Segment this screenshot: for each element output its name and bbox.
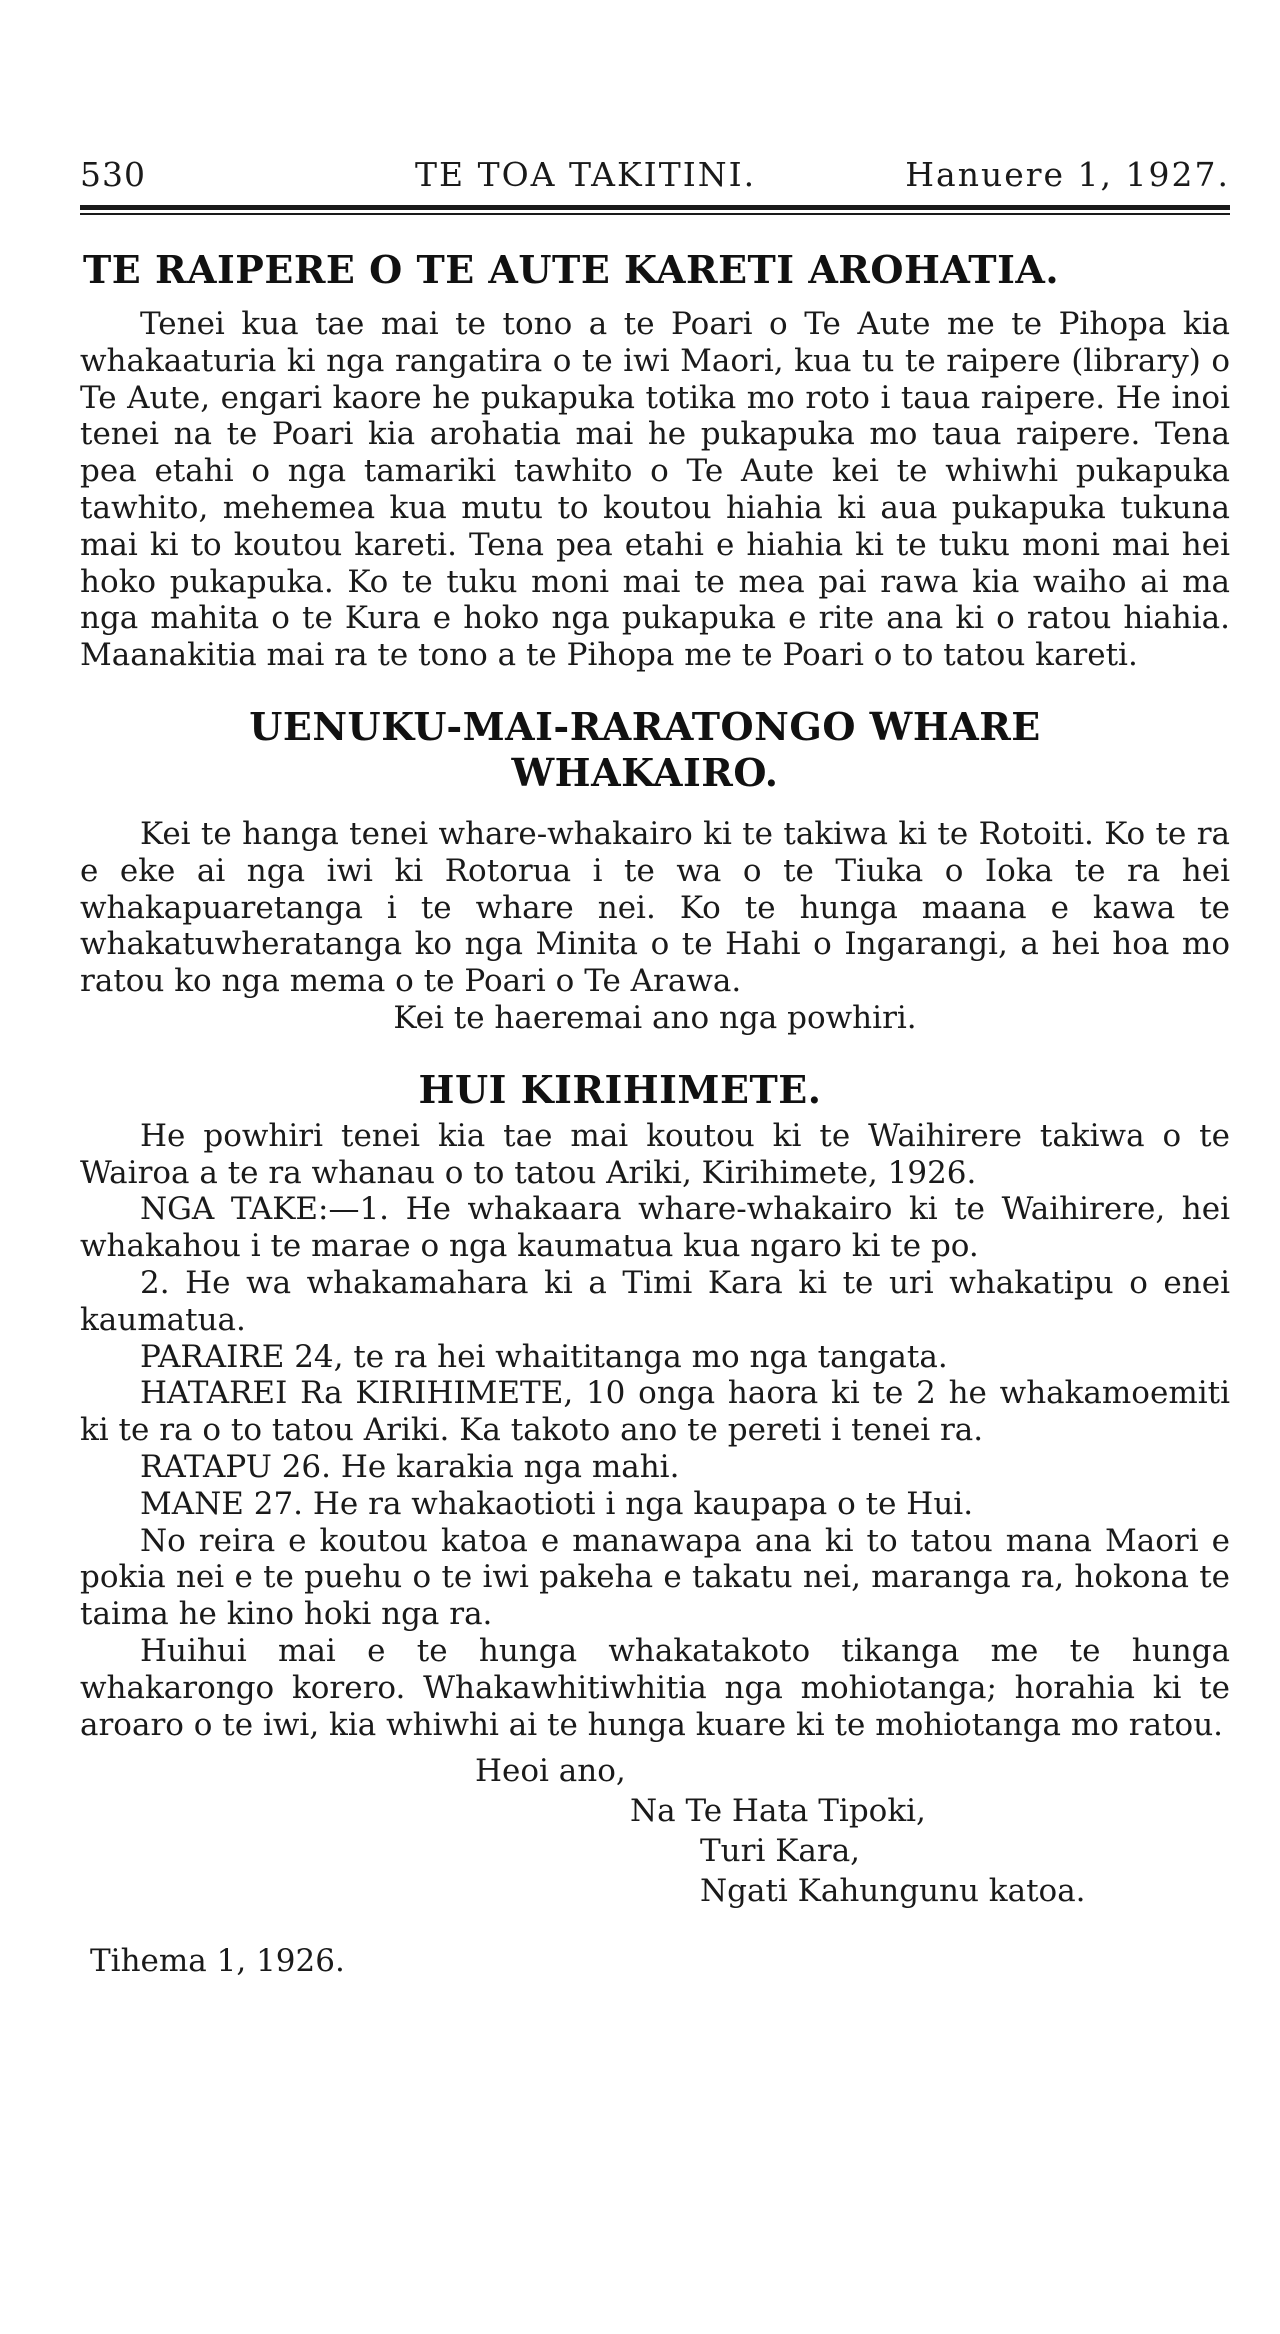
article3-paragraph: He powhiri tenei kia tae mai koutou ki te Waihirere takiwa o te Wairoa a te ra whanau o to tatou Ariki, Kirihimete, 1926. xyxy=(80,1117,1230,1191)
issue-date: Hanuere 1, 1927. xyxy=(905,155,1230,194)
article3-paragraph: PARAIRE 24, te ra hei whaititanga mo nga tangata. xyxy=(140,1338,948,1375)
signature-line2: Turi Kara, xyxy=(700,1833,861,1870)
article3-title: HUI KIRIHIMETE. xyxy=(418,1066,822,1112)
article2-closing: Kei te haeremai ano nga powhiri. xyxy=(393,999,917,1036)
publication-title: TE TOA TAKITINI. xyxy=(415,155,757,194)
newspaper-page xyxy=(80,155,1230,1979)
signature-line3: Ngati Kahungunu katoa. xyxy=(700,1873,1086,1910)
header-rule-thick xyxy=(80,205,1230,210)
article3-paragraph: HATAREI Ra KIRIHIMETE, 10 onga haora ki te 2 he whakamoemiti ki te ra o to tatou Ariki. Ka takoto ano te pereti i tenei ra. xyxy=(80,1375,1230,1449)
signature-line1: Na Te Hata Tipoki, xyxy=(630,1793,926,1830)
article3-paragraph: NGA TAKE:—1. He whakaara whare-whakairo ki te Waihirere, hei whakahou i te marae o nga kaumatua kua ngaro ki te po. xyxy=(80,1191,1230,1265)
signature-closing: Heoi ano, xyxy=(475,1753,626,1790)
article1-body: Tenei kua tae mai te tono a te Poari o Te Aute me te Pihopa kia whakaaturia ki nga rangatira o te iwi Maori, kua tu te raipere (library) o Te Aute, engari kaore he pukapuka totika mo roto i taua raipere. He inoi tenei na te Poari kia arohatia mai he pukapuka mo taua raipere. Tena pea etahi o nga tamariki tawhito o Te Aute kei te whiwhi pukapuka tawhito, mehemea kua mutu to koutou hiahia ki aua pukapuka tukuna mai ki to koutou kareti. Tena pea etahi e hiahia ki te tuku moni mai hei hoko pukapuka. Ko te tuku moni mai te mea pai rawa kia waiho ai ma nga mahita o te Kura e hoko nga pukapuka e rite ana ki o ratou hiahia. Maanakitia mai ra te tono a te Pihopa me te Poari o to tatou kareti. xyxy=(80,306,1230,674)
article2-body: Kei te hanga tenei whare-whakairo ki te takiwa ki te Rotoiti. Ko te ra e eke ai nga iwi ki Rotorua i te wa o te Tiuka o Ioka te ra hei whakapuaretanga i te whare nei. Ko te hunga maana e kawa te whakatuwheratanga ko nga Minita o te Hahi o Ingarangi, a hei hoa mo ratou ko nga mema o te Poari o Te Arawa. xyxy=(80,815,1230,1000)
article3-paragraph: RATAPU 26. He karakia nga mahi. xyxy=(140,1448,680,1485)
article3-paragraph: MANE 27. He ra whakaotioti i nga kaupapa o te Hui. xyxy=(140,1485,974,1522)
article2-title: UENUKU-MAI-RARATONGO WHARE WHAKAIRO. xyxy=(249,703,1041,795)
article3-paragraph: No reira e koutou katoa e manawapa ana ki to tatou mana Maori e pokia nei e te puehu o te iwi pakeha e takatu nei, maranga ra, hokona te taima he kino hoki nga ra. xyxy=(80,1522,1230,1633)
article3-paragraph: Huihui mai e te hunga whakatakoto tikanga me te hunga whakarongo korero. Whakawhitiwhitia nga mohiotanga; horahia ki te aroaro o te iwi, kia whiwhi ai te hunga kuare ki te mohiotanga mo ratou. xyxy=(80,1632,1230,1743)
header-rule-thin xyxy=(80,213,1230,215)
signature-block xyxy=(80,1751,1230,1911)
page-number: 530 xyxy=(80,155,146,194)
article3-paragraph: 2. He wa whakamahara ki a Timi Kara ki te uri whakatipu o enei kaumatua. xyxy=(80,1264,1230,1338)
page-header xyxy=(80,155,1230,205)
article3-date: Tihema 1, 1926. xyxy=(90,1943,345,1980)
article1-title: TE RAIPERE O TE AUTE KARETI AROHATIA. xyxy=(83,247,1060,292)
